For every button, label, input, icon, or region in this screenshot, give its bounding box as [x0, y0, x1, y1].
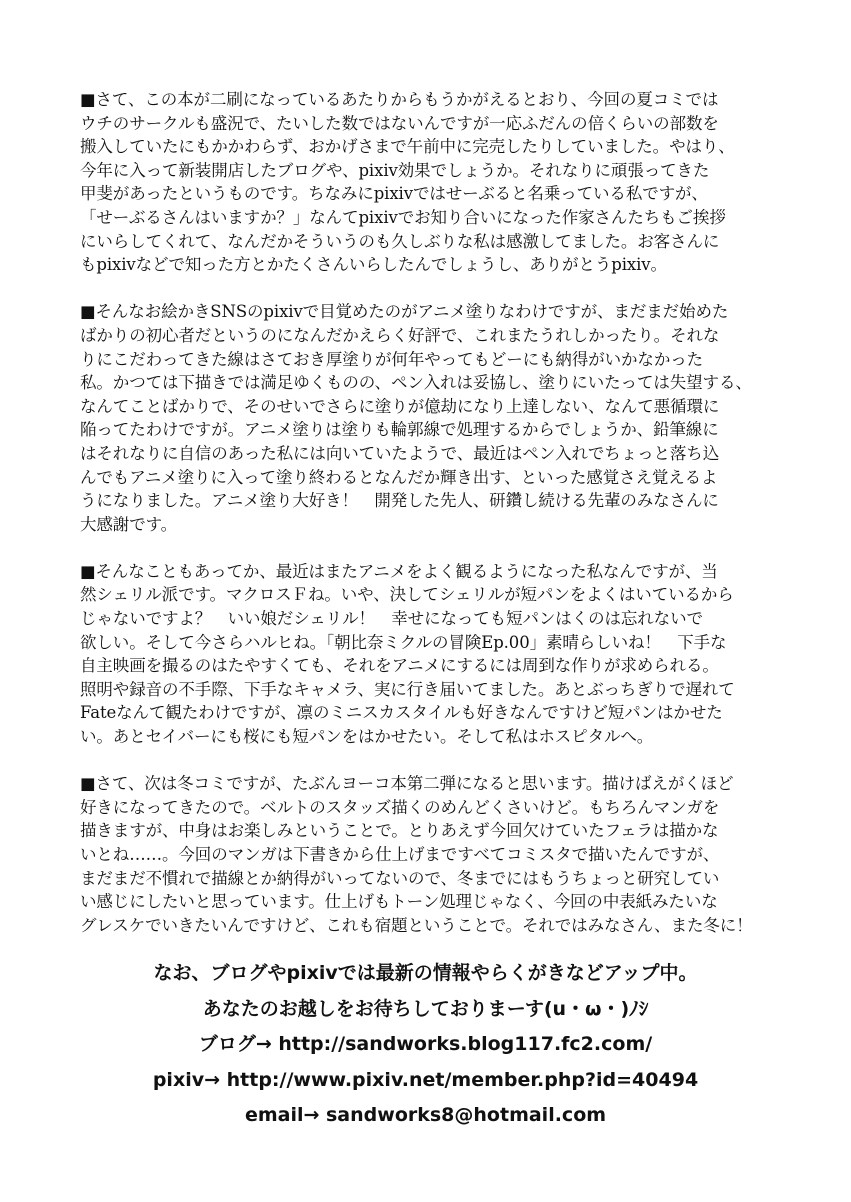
paragraph-anime-watching	[80, 560, 795, 749]
text-line: ウチのサークルも盛況で、たいした数ではないんですが一応ふだんの倍くらいの部数を	[80, 113, 719, 133]
paragraph-summer-comiket	[80, 88, 795, 277]
text-line: りにこだわってきた線はさておき厚塗りが何年やってもどーにも納得がいかなかった	[80, 349, 704, 369]
text-line: 搬入していたにもかかわらず、おかげさまで午前中に完売したりしていました。やはり、	[80, 137, 735, 157]
text-line: 好きになってきたので。ベルトのスタッズ描くのめんどくさいけど。もちろんマンガを	[80, 797, 720, 817]
text-line: ■そんなこともあってか、最近はまたアニメをよく観るようになった私なんですが、当	[80, 561, 718, 581]
footer-greeting: あなたのお越しをお待ちしておりまーす(u・ω・)ﾉｼ	[202, 997, 649, 1020]
text-line: Fateなんて観たわけですが、凛のミニスカスタイルも好きなんですけど短パンはかせた	[80, 703, 723, 723]
text-line: なんてことばかりで、そのせいでさらに塗りが億劫になり上達しない、なんて悪循環に	[80, 396, 720, 416]
paragraph-anime-coloring	[80, 300, 795, 536]
text-line: 陥ってたわけですが。アニメ塗りは塗りも輪郭線で処理するからでしょうか、鉛筆線に	[80, 420, 719, 440]
text-line: 描きますが、中身はお楽しみということで。とりあえず今回欠けていたフェラは描かな	[80, 821, 719, 841]
text-line: んでもアニメ塗りに入って塗り終わるとなんだか輝き出す、といった感覚さえ覚えるよ	[80, 467, 718, 487]
text-line: グレスケでいきたいんですけど、これも宿題ということで。それではみなさん、また冬に！	[80, 915, 753, 935]
text-line: 然シェリル派です。マクロスＦね。いや、決してシェリルが短パンをよくはいているから	[80, 585, 734, 605]
text-line: ■さて、この本が二刷になっているあたりからもうかがえるとおり、今回の夏コミでは	[80, 90, 719, 109]
text-line: 自主映画を撮るのはたやすくても、それをアニメにするには周到な作りが求められる。	[80, 656, 719, 676]
text-line: まだまだ不慣れで描線とか納得がいってないので、冬までにはもうちょっと研究してい	[80, 868, 720, 888]
text-line: 大感謝です。	[80, 514, 178, 534]
text-line: 甲斐があったというものです。ちなみにpixivではせーぶると名乗っている私ですが、	[80, 184, 708, 204]
text-line: ■さて、次は冬コミですが、たぶんヨーコ本第二弾になると思います。描けばえがくほど	[80, 774, 734, 794]
text-line: はそれなりに自信のあった私には向いていたようで、最近はペン入れでちょっと落ち込	[80, 443, 720, 463]
contact-footer	[0, 956, 851, 1134]
footer-announcement: なお、ブログやpixivでは最新の情報やらくがきなどアップ中。	[153, 962, 698, 984]
email-address: email→ sandworks8@hotmail.com	[244, 1104, 607, 1126]
text-line: い。あとセイバーにも桜にも短パンをはかせたい。そして私はホスピタルへ。	[80, 727, 654, 747]
paragraph-winter-comiket	[80, 772, 795, 937]
text-line: もpixivなどで知った方とかたくさんいらしたんでしょうし、ありがとうpixiv。	[80, 255, 667, 275]
text-line: 私。かつては下描きでは満足ゆくものの、ペン入れは妥協し、塗りにいたっては失望する、	[80, 373, 752, 393]
text-line: 欲しい。そして今さらハルヒね。「朝比奈ミクルの冒険Ep.00」素晴らしいね！ 下手な	[80, 632, 727, 652]
text-line: 照明や録音の不手際、下手なキャメラ、実に行き届いてました。あとぶっちぎりで遅れて	[80, 679, 735, 699]
text-line: うになりました。アニメ塗り大好き！ 開発した先人、研鑽し続ける先輩のみなさんに	[80, 491, 719, 511]
afterword-body	[80, 88, 795, 961]
text-line: ■そんなお絵かきSNSのpixivで目覚めたのがアニメ塗りなわけですが、まだまだ始めた	[80, 302, 729, 322]
text-line: 「せーぶるさんはいますか？」なんてpixivでお知り合いになった作家さんたちもご挨拶	[80, 207, 726, 227]
text-line: い感じにしたいと思っています。仕上げもトーン処理じゃなく、今回の中表紙みたいな	[80, 892, 718, 912]
text-line: 今年に入って新装開店したブログや、pixiv効果でしょうか。それなりに頑張ってきた	[80, 160, 710, 180]
text-line: にいらしてくれて、なんだかそういうのも久しぶりな私は感激してました。お客さんに	[80, 231, 720, 251]
text-line: ばかりの初心者だというのになんだかえらく好評で、これまたうれしかったり。それな	[80, 325, 720, 345]
text-line: じゃないですよ？ いい娘だシェリル！ 幸せになっても短パンはくのは忘れないで	[80, 609, 703, 629]
pixiv-url: pixiv→ http://www.pixiv.net/member.php?id=40494	[152, 1068, 699, 1091]
blog-url: ブログ→ http://sandworks.blog117.fc2.com/	[198, 1033, 653, 1055]
text-line: いとね……。今回のマンガは下書きから仕上げまですべてコミスタで描いたんですが、	[80, 845, 720, 864]
